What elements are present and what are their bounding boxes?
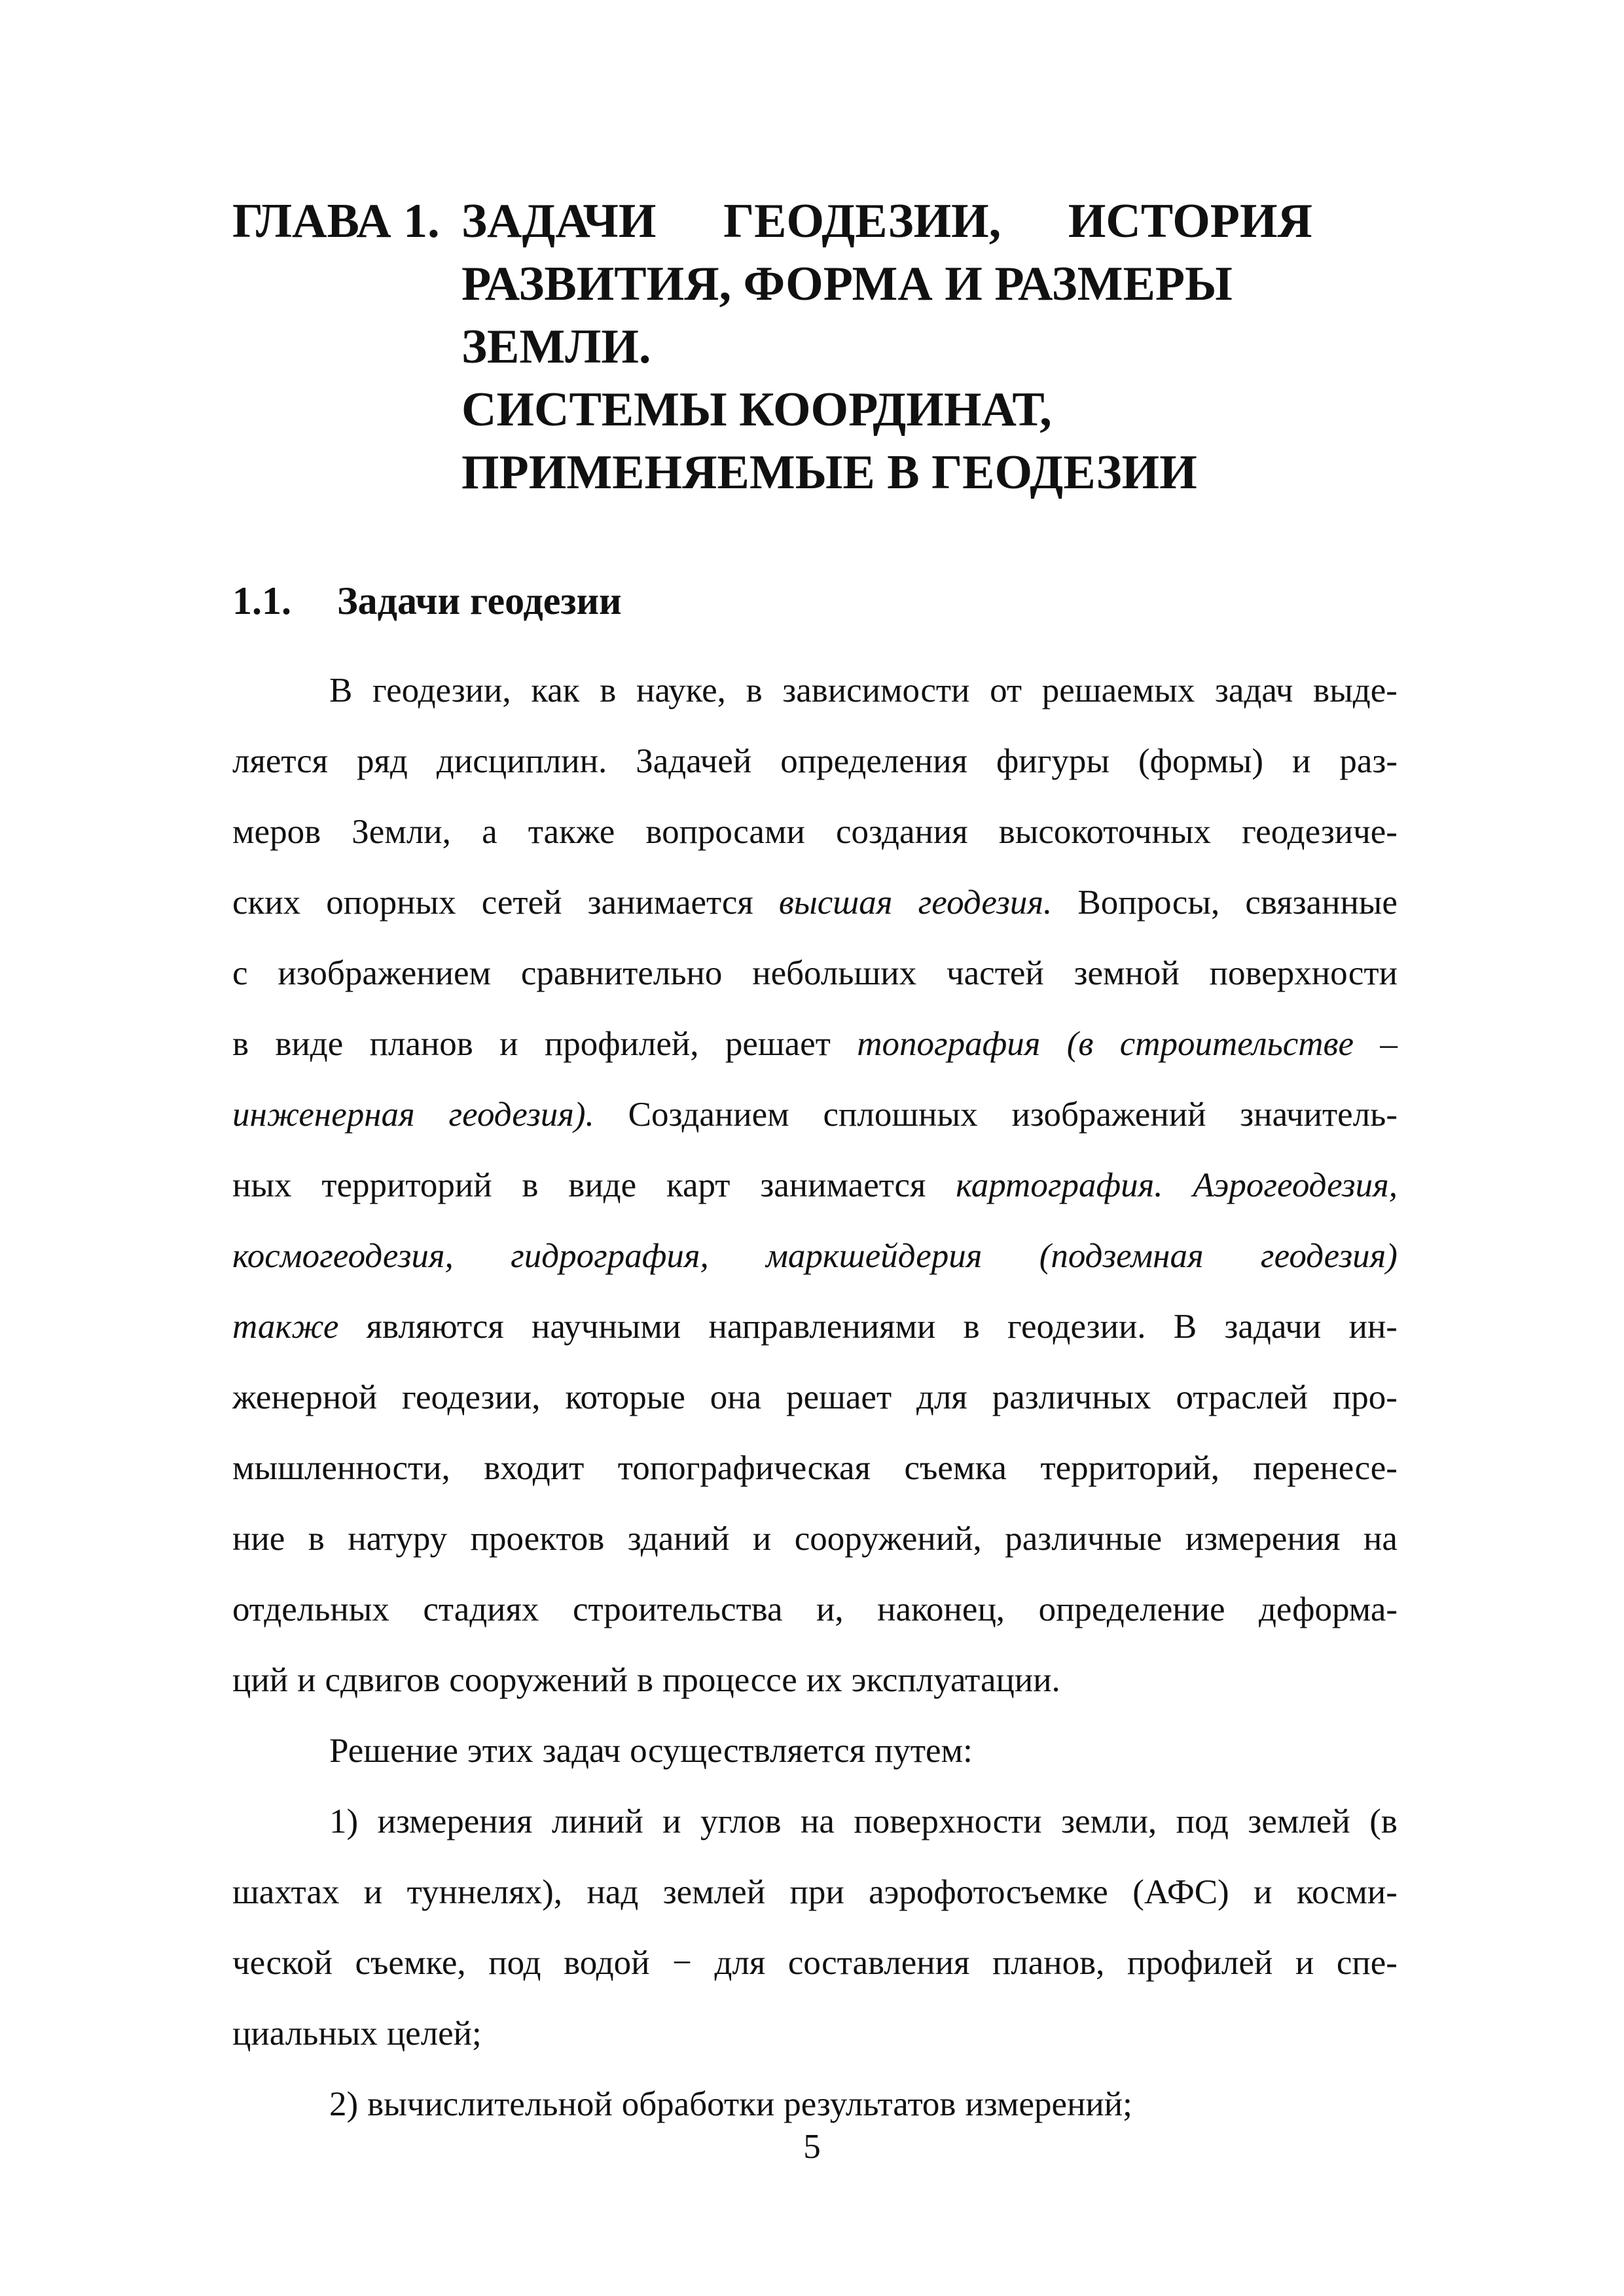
- word: Созданием: [628, 1096, 789, 1134]
- text-line: [232, 1291, 1398, 1362]
- word: ряд: [357, 742, 408, 780]
- word: для: [714, 1944, 766, 1982]
- word: сооружений,: [794, 1520, 982, 1558]
- word: и: [499, 1025, 518, 1063]
- word: для: [916, 1378, 967, 1416]
- chapter-title-line-4: СИСТЕМЫ КООРДИНАТ,: [461, 383, 1052, 437]
- text-line: [232, 1079, 1398, 1150]
- word: строительства: [572, 1590, 783, 1628]
- word: виде: [568, 1166, 637, 1204]
- word: связанные: [1245, 884, 1398, 922]
- word: в: [636, 1661, 653, 1699]
- word: сдвигов: [325, 1661, 441, 1699]
- text-line: [232, 1221, 1398, 1291]
- word: и: [1295, 1944, 1314, 1982]
- word: входит: [484, 1449, 585, 1487]
- word: геодезии,: [401, 1378, 541, 1416]
- word: под: [1176, 1803, 1229, 1840]
- word: водой: [564, 1944, 650, 1982]
- word: ных: [232, 1166, 292, 1204]
- word: направлениями: [708, 1308, 936, 1346]
- italic-term: строительстве: [1119, 1025, 1354, 1063]
- word: науке,: [636, 672, 726, 709]
- word: косми-: [1296, 1873, 1398, 1911]
- word: углов: [700, 1803, 782, 1840]
- word: виде: [275, 1025, 344, 1063]
- italic-term: (в: [1066, 1025, 1094, 1063]
- chapter-title-line-2: РАЗВИТИЯ, ФОРМА И РАЗМЕРЫ: [461, 257, 1233, 311]
- word: изображением: [278, 954, 492, 992]
- word: планов: [369, 1025, 473, 1063]
- italic-term: инженерная: [232, 1096, 415, 1134]
- word: определение: [1038, 1590, 1225, 1628]
- word: высокоточных: [998, 813, 1211, 851]
- italic-term: –: [1380, 1025, 1398, 1063]
- word: карт: [666, 1166, 731, 1204]
- word: дисциплин.: [436, 742, 607, 780]
- word: занимается: [587, 884, 753, 922]
- chapter-title-word: ИСТОРИЯ: [1068, 194, 1312, 248]
- word: стадиях: [423, 1590, 539, 1628]
- text-line: [232, 1574, 1398, 1645]
- word: зданий: [627, 1520, 730, 1558]
- word: под: [488, 1944, 541, 1982]
- word: сооружений: [449, 1661, 628, 1699]
- word: решает: [786, 1378, 892, 1416]
- word: измерения: [377, 1803, 533, 1840]
- word: научными: [532, 1308, 681, 1346]
- text-line: [232, 1433, 1398, 1503]
- word: женерной: [232, 1378, 378, 1416]
- word: над: [586, 1873, 639, 1911]
- text-line: [232, 1645, 1398, 1715]
- word: сравнительно: [520, 954, 723, 992]
- word: 1): [329, 1803, 359, 1840]
- word: ций: [232, 1661, 289, 1699]
- word: в: [522, 1166, 539, 1204]
- word: территорий,: [1040, 1449, 1219, 1487]
- word: вычислительной: [367, 2085, 613, 2123]
- word: меров: [232, 813, 321, 851]
- word: и,: [816, 1590, 844, 1628]
- word: проектов: [470, 1520, 605, 1558]
- section-number: 1.1.: [232, 579, 291, 622]
- word: значитель-: [1240, 1096, 1398, 1134]
- word: процессе: [662, 1661, 797, 1699]
- word: на: [800, 1803, 835, 1840]
- word: отдельных: [232, 1590, 389, 1628]
- word: В: [329, 672, 353, 709]
- word: циальных: [232, 2015, 378, 2053]
- italic-term: Аэрогеодезия,: [1193, 1166, 1398, 1204]
- word: ин-: [1348, 1308, 1398, 1346]
- word: (АФС): [1132, 1873, 1229, 1911]
- word: определения: [780, 742, 967, 780]
- word: являются: [366, 1308, 504, 1346]
- word: линий: [551, 1803, 643, 1840]
- word: территорий: [321, 1166, 492, 1204]
- word: туннелях),: [406, 1873, 563, 1911]
- word: путем:: [875, 1732, 973, 1770]
- word: (формы): [1138, 742, 1264, 780]
- word: измерений;: [965, 2085, 1132, 2123]
- italic-term: (подземная: [1039, 1237, 1204, 1275]
- word: осуществляется: [630, 1732, 866, 1770]
- chapter-title: [461, 190, 1312, 504]
- word: эксплуатации.: [851, 1661, 1060, 1699]
- word: а: [482, 813, 497, 851]
- word: земли,: [1061, 1803, 1157, 1840]
- word: на: [1363, 1520, 1398, 1558]
- word: мышленности,: [232, 1449, 450, 1487]
- word: создания: [836, 813, 968, 851]
- word: в: [308, 1520, 325, 1558]
- section-title: Задачи геодезии: [337, 579, 622, 622]
- word: различных: [992, 1378, 1151, 1416]
- word: в: [746, 672, 763, 709]
- word: (в: [1369, 1803, 1398, 1840]
- word: их: [806, 1661, 842, 1699]
- chapter-title-word: ГЕОДЕЗИИ,: [723, 194, 1001, 248]
- word: измерения: [1185, 1520, 1341, 1558]
- word: ляется: [232, 742, 329, 780]
- word: деформа-: [1258, 1590, 1398, 1628]
- italic-term: космогеодезия,: [232, 1237, 454, 1275]
- word: ние: [232, 1520, 285, 1558]
- word: Земли,: [352, 813, 451, 851]
- word: задачи: [1224, 1308, 1322, 1346]
- word: выде-: [1313, 672, 1398, 709]
- word: землей: [1248, 1803, 1350, 1840]
- text-line: [232, 1150, 1398, 1221]
- word: и: [1254, 1873, 1272, 1911]
- word: этих: [467, 1732, 533, 1770]
- word: которые: [565, 1378, 685, 1416]
- word: Задачей: [636, 742, 752, 780]
- text-line: [232, 1928, 1398, 1998]
- text-line: [232, 726, 1398, 797]
- body-text: [232, 655, 1398, 2140]
- section-heading: [232, 575, 622, 627]
- word: целей;: [386, 2015, 482, 2053]
- word: как: [531, 672, 580, 709]
- word: геодезии,: [372, 672, 511, 709]
- italic-term: маркшейдерия: [766, 1237, 983, 1275]
- word: планов,: [992, 1944, 1105, 1982]
- chapter-title-line-5: ПРИМЕНЯЕМЫЕ В ГЕОДЕЗИИ: [461, 446, 1197, 499]
- word: профилей: [1127, 1944, 1273, 1982]
- text-line: [232, 1009, 1398, 1079]
- word: сетей: [481, 884, 562, 922]
- word: задач: [542, 1732, 621, 1770]
- word: обработки: [621, 2085, 775, 2123]
- word: земной: [1074, 954, 1180, 992]
- word: раз-: [1339, 742, 1398, 780]
- word: решает: [725, 1025, 831, 1063]
- page-number: 5: [803, 2128, 821, 2166]
- word: В: [1173, 1308, 1197, 1346]
- word: она: [710, 1378, 762, 1416]
- word: профилей,: [544, 1025, 699, 1063]
- text-line: [232, 938, 1398, 1009]
- word: в: [232, 1025, 249, 1063]
- word: Решение: [329, 1732, 458, 1770]
- text-line: [232, 797, 1398, 867]
- italic-term: топография: [857, 1025, 1041, 1063]
- word: изображений: [1011, 1096, 1206, 1134]
- italic-term: высшая: [778, 884, 893, 922]
- italic-term: также: [232, 1308, 339, 1346]
- word: геодезиче-: [1242, 813, 1398, 851]
- word: от: [990, 672, 1022, 709]
- word: и: [1292, 742, 1311, 780]
- word: спе-: [1336, 1944, 1398, 1982]
- word: также: [528, 813, 615, 851]
- text-line: [232, 867, 1398, 938]
- word: −: [672, 1944, 692, 1982]
- text-line: [232, 1998, 1398, 2069]
- word: поверхности: [854, 1803, 1042, 1840]
- word: съемка: [904, 1449, 1007, 1487]
- chapter-label: ГЛАВА 1.: [232, 194, 440, 248]
- word: занимается: [760, 1166, 926, 1204]
- word: в: [600, 672, 617, 709]
- word: решаемых: [1041, 672, 1195, 709]
- word: натуру: [348, 1520, 448, 1558]
- word: наконец,: [877, 1590, 1005, 1628]
- chapter-title-line-3: ЗЕМЛИ.: [461, 320, 651, 374]
- word: зависимости: [782, 672, 970, 709]
- word: и: [297, 1661, 316, 1699]
- word: различные: [1005, 1520, 1163, 1558]
- word: шахтах: [232, 1873, 340, 1911]
- chapter-title-line-1: [461, 190, 1312, 253]
- word: отраслей: [1176, 1378, 1308, 1416]
- word: результатов: [784, 2085, 956, 2123]
- italic-term: геодезия).: [448, 1096, 594, 1134]
- word: вопросами: [645, 813, 805, 851]
- text-line: [232, 1715, 1398, 1786]
- word: опорных: [326, 884, 456, 922]
- word: ческой: [232, 1944, 333, 1982]
- word: составления: [787, 1944, 970, 1982]
- word: землей: [662, 1873, 766, 1911]
- word: ских: [232, 884, 301, 922]
- word: в: [963, 1308, 980, 1346]
- word: при: [789, 1873, 844, 1911]
- italic-term: картография.: [956, 1166, 1163, 1204]
- word: съемке,: [355, 1944, 466, 1982]
- word: про-: [1332, 1378, 1398, 1416]
- word: Вопросы,: [1077, 884, 1220, 922]
- word: и: [662, 1803, 681, 1840]
- word: частей: [946, 954, 1044, 992]
- chapter-title-word: ЗАДАЧИ: [461, 194, 657, 248]
- word: геодезии.: [1007, 1308, 1146, 1346]
- word: 2): [329, 2085, 359, 2123]
- italic-term: гидрография,: [511, 1237, 709, 1275]
- word: фигуры: [996, 742, 1110, 780]
- word: перенесе-: [1253, 1449, 1398, 1487]
- word: с: [232, 954, 248, 992]
- word: задач: [1215, 672, 1293, 709]
- text-line: [232, 655, 1398, 726]
- word: аэрофотосъемке: [869, 1873, 1108, 1911]
- text-line: [232, 1362, 1398, 1433]
- word: сплошных: [823, 1096, 978, 1134]
- italic-term: геодезия): [1260, 1237, 1398, 1275]
- word: и: [752, 1520, 772, 1558]
- word: поверхности: [1209, 954, 1398, 992]
- word: и: [363, 1873, 383, 1911]
- word: топографическая: [617, 1449, 871, 1487]
- word: небольших: [752, 954, 917, 992]
- chapter-heading: [232, 190, 1411, 504]
- text-line: [232, 1857, 1398, 1928]
- text-line: [232, 1503, 1398, 1574]
- text-line: [232, 1786, 1398, 1857]
- italic-term: геодезия.: [918, 884, 1053, 922]
- chapter-heading-row: [232, 190, 1411, 504]
